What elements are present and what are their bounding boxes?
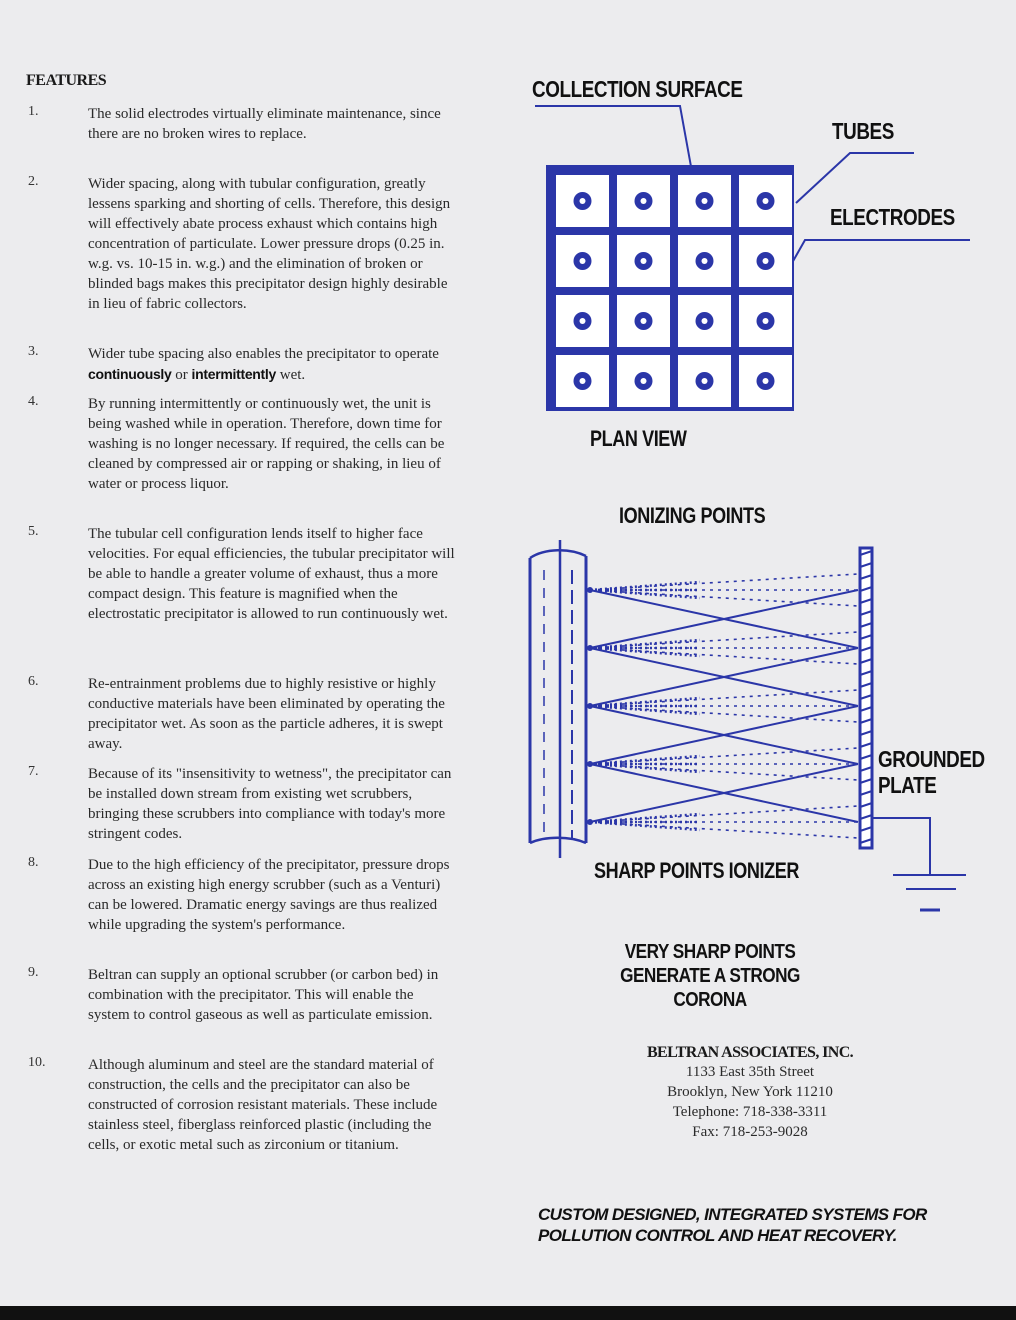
- feature-text: Re-entrainment problems due to highly resistive or highly conductive materials have been eliminated by operating the precipitator wet. As soon as the particle adheres, it is swept away.: [88, 676, 445, 752]
- electrode-core: [702, 318, 708, 324]
- tagline: [538, 1204, 1008, 1246]
- contact-block: [600, 1044, 900, 1142]
- electrode-core: [641, 318, 647, 324]
- feature-text: The solid electrodes virtually eliminate maintenance, since there are no broken wires to replace.: [88, 106, 441, 142]
- feature-number: 9.: [28, 965, 39, 980]
- corona-line-2: GENERATE A STRONG: [620, 965, 800, 987]
- feature-number: 1.: [28, 104, 39, 119]
- electrode-core: [763, 198, 769, 204]
- electrode-core: [763, 378, 769, 384]
- electrode-core: [702, 258, 708, 264]
- feature-number: 2.: [28, 174, 39, 189]
- plan-view-diagram: [535, 106, 970, 411]
- feature-text: By running intermittently or continuously wet, the unit is being washed while in operation. Therefore, down time for washing is no longer necessary. If required, the cells can be cleaned by compressed air or rapping or shaking, in lieu of water or process liquor.: [88, 396, 445, 492]
- electrode-core: [641, 258, 647, 264]
- features-heading: FEATURES: [26, 72, 107, 89]
- feature-3-bold-continuously: continuously: [88, 366, 172, 382]
- tagline-line-2: POLLUTION CONTROL AND HEAT RECOVERY.: [538, 1226, 897, 1245]
- sharp-point-icon: [587, 587, 593, 593]
- ionizer-pipe-bottom: [530, 838, 586, 843]
- feature-text: Because of its "insensitivity to wetness", the precipitator can be installed down stream from existing wet scrubbers, bringing these scrubbers into compliance with today's more stringent codes.: [88, 766, 452, 842]
- electrode-core: [641, 378, 647, 384]
- corona-statement: [581, 940, 839, 1012]
- ionizing-points-label: IONIZING POINTS: [619, 503, 766, 528]
- feature-3-bold-intermittently: intermittently: [191, 366, 276, 382]
- company-name: BELTRAN ASSOCIATES, INC.: [646, 1044, 854, 1061]
- electrode-core: [702, 198, 708, 204]
- ionizer-diagram: [530, 540, 966, 910]
- sharp-point-icon: [587, 703, 593, 709]
- corona-line-3: CORONA: [673, 989, 747, 1011]
- feature-3-text-after: wet.: [279, 367, 306, 383]
- feature-number: 8.: [28, 855, 39, 870]
- ionizing-lines: [587, 574, 858, 838]
- feature-text: The tubular cell configuration lends itself to higher face velocities. For equal efficiencies, the tubular precipitator will be able to handle a greater volume of exhaust, thus a more compact design. This feature is magnified when the electrostatic precipitator is allowed to run continuously wet.: [88, 526, 455, 622]
- feature-number: 5.: [28, 524, 39, 539]
- plan-view-caption: PLAN VIEW: [590, 426, 687, 451]
- ionizer-pipe-top: [530, 550, 586, 558]
- electrode-core: [580, 378, 586, 384]
- tagline-line-1: CUSTOM DESIGNED, INTEGRATED SYSTEMS FOR: [538, 1205, 927, 1224]
- tubes-label: TUBES: [832, 118, 894, 144]
- grounded-plate-label-line2: PLATE: [878, 772, 937, 798]
- feature-number: 7.: [28, 764, 39, 779]
- electrode-core: [641, 198, 647, 204]
- electrode-core: [763, 318, 769, 324]
- feature-text: Wider spacing, along with tubular configuration, greatly lessens sparking and shorting of cells. Therefore, this design will effectively abate process exhaust which contains high concentration of particulate. Lower pressure drops (0.25 in. w.g. vs. 10-15 in. w.g.) and the elimination of broken or blinded bags makes this precipitator design highly desirable in lieu of fabric collectors.: [88, 176, 451, 312]
- feature-3-text-mid: or: [175, 367, 188, 383]
- sharp-point-icon: [587, 645, 593, 651]
- electrode-core: [580, 198, 586, 204]
- feature-text: Although aluminum and steel are the standard material of construction, the cells and the precipitator can also be constructed of corrosion resistant materials. These include stainless steel, fiberglass reinforced plastic (including the cells, or exotic metal such as zirconium or titanium.: [88, 1057, 438, 1153]
- electrodes-label: ELECTRODES: [830, 204, 955, 230]
- feature-number: 10.: [28, 1055, 46, 1070]
- city-address: Brooklyn, New York 11210: [667, 1084, 833, 1100]
- electrode-core: [763, 258, 769, 264]
- feature-number: 6.: [28, 674, 39, 689]
- feature-text: Due to the high efficiency of the precipitator, pressure drops across an existing high energy scrubber (such as a Venturi) can be lowered. Dramatic energy savings are thus realized while upgrading the system's performance.: [88, 857, 450, 933]
- electrode-core: [580, 318, 586, 324]
- sharp-point-icon: [587, 761, 593, 767]
- tubes-leader: [796, 153, 914, 203]
- street-address: 1133 East 35th Street: [685, 1064, 815, 1080]
- feature-number: 4.: [28, 394, 39, 409]
- grounded-plate-label-line1: GROUNDED: [878, 746, 985, 772]
- corona-line-1: VERY SHARP POINTS: [624, 941, 796, 963]
- sharp-points-ionizer-caption: SHARP POINTS IONIZER: [594, 858, 799, 883]
- feature-3-text-before: Wider tube spacing also enables the precipitator to operate: [88, 346, 439, 362]
- collection-surface-label: COLLECTION SURFACE: [532, 76, 743, 102]
- feature-number: 3.: [28, 344, 39, 359]
- sharp-point-icon: [587, 819, 593, 825]
- ground-wire: [872, 818, 930, 875]
- electrode-core: [702, 378, 708, 384]
- electrode-core: [580, 258, 586, 264]
- feature-text: Beltran can supply an optional scrubber (or carbon bed) in combination with the precipitator. This will enable the system to control gaseous as well as particulate emission.: [88, 967, 439, 1023]
- telephone: Telephone: 718-338-3311: [672, 1104, 828, 1120]
- bottom-scan-edge: [0, 1306, 1016, 1320]
- fax: Fax: 718-253-9028: [692, 1124, 808, 1140]
